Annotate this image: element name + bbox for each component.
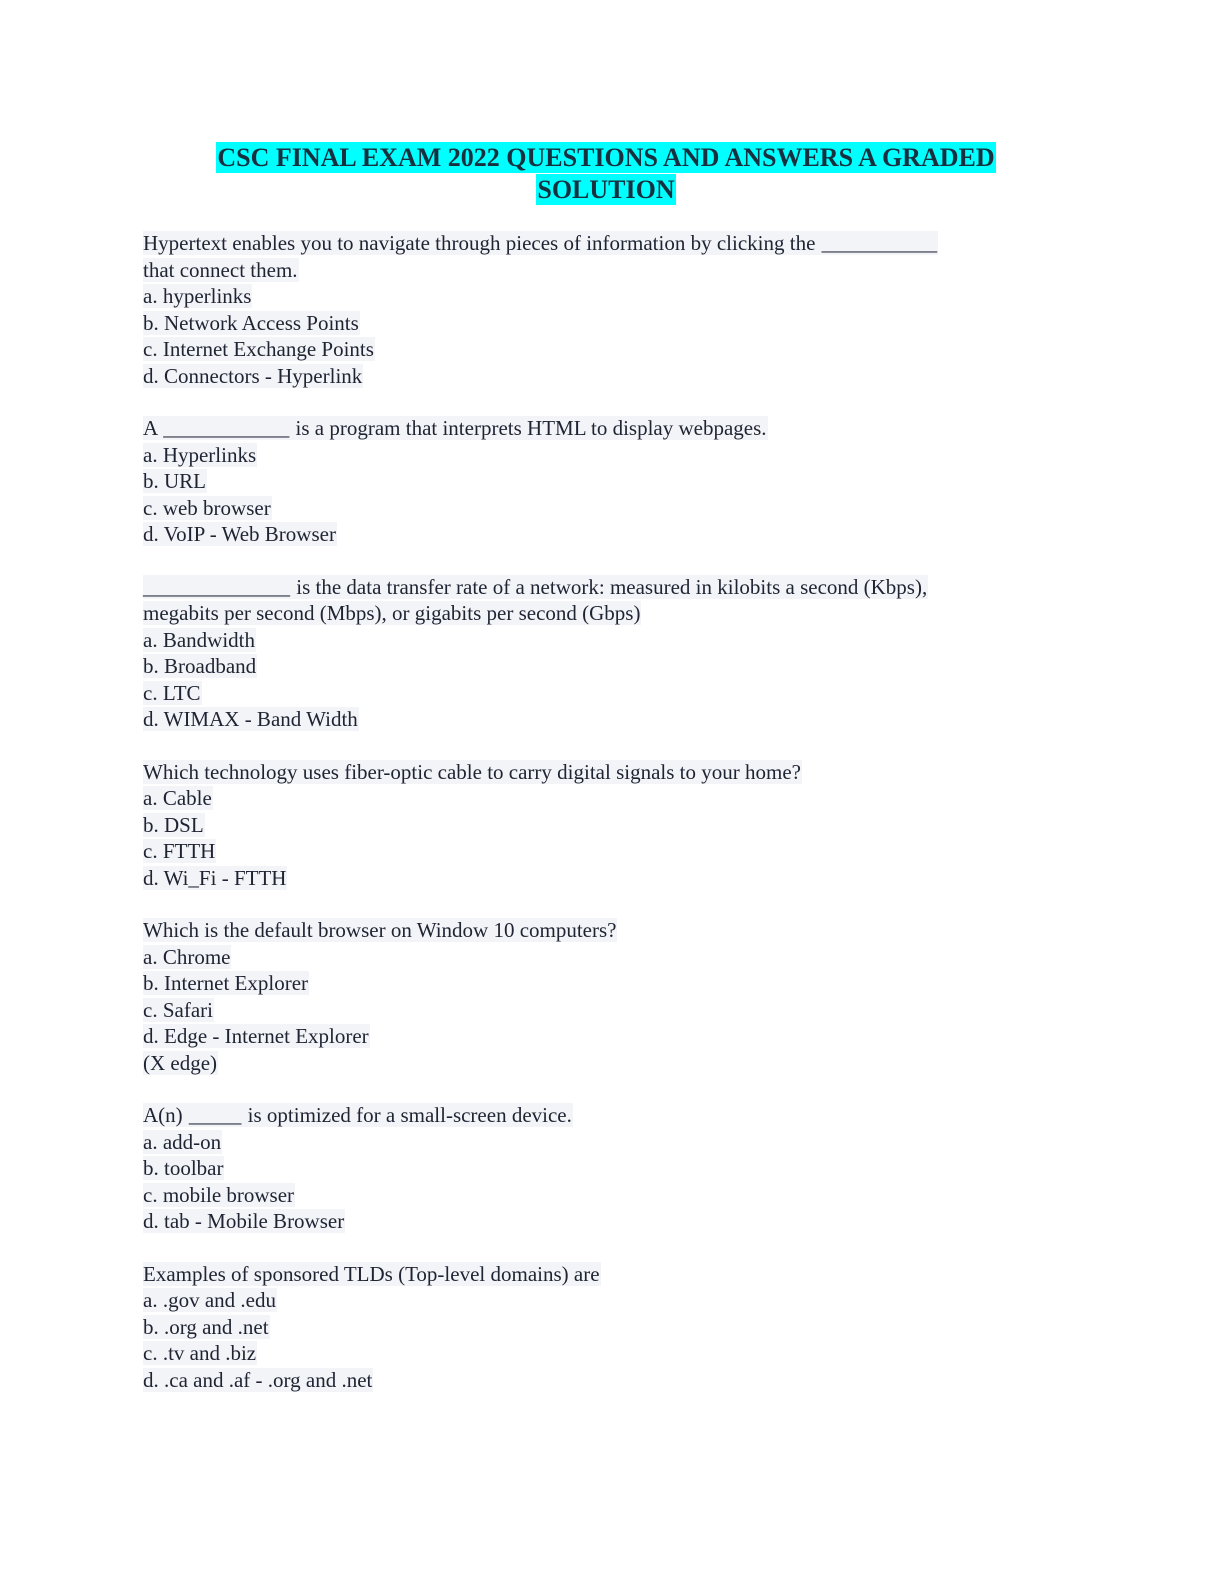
option-text: b. toolbar [143,1156,224,1180]
answer-blank: _____ [188,1103,242,1127]
question-stem [143,1102,1069,1129]
option-text: b. Network Access Points [143,310,359,335]
option-c [143,495,1069,522]
question-stem [143,917,1069,944]
option-d-with-answer [143,706,1069,733]
question-stem-continued [143,257,1069,284]
option-d-with-answer [143,1367,1069,1394]
option-b [143,970,1069,997]
question-3 [143,574,1069,733]
option-text: d. WIMAX - Band Width [143,707,358,731]
stem-text: Examples of sponsored TLDs (Top-level domains) are [143,1261,600,1286]
option-text: d. tab - Mobile Browser [143,1209,345,1233]
option-text: c. FTTH [143,839,216,863]
answer-blank: ____________ [163,416,290,440]
option-text: c. .tv and .biz [143,1341,257,1365]
note-text: (X edge) [143,1050,218,1075]
option-text: d. Wi_Fi - FTTH [143,865,287,890]
option-b [143,1314,1069,1341]
title-line-1: CSC FINAL EXAM 2022 QUESTIONS AND ANSWERS A GRADED [217,143,995,172]
question-stem [143,1261,1069,1288]
answer-blank: ______________ [143,574,290,599]
option-d-with-answer [143,363,1069,390]
question-stem [143,415,1069,442]
option-a [143,283,1069,310]
option-a [143,944,1069,971]
stem-text: A [143,416,163,440]
question-stem [143,230,1069,257]
stem-text: megabits per second (Mbps), or gigabits per second (Gbps) [143,601,641,625]
option-a [143,785,1069,812]
question-4 [143,759,1069,892]
option-a [143,627,1069,654]
option-text: b. URL [143,469,206,493]
stem-text: A(n) [143,1103,188,1127]
option-text: d. Connectors - Hyperlink [143,363,363,388]
option-text: b. DSL [143,812,204,837]
option-text: b. Broadband [143,654,257,678]
option-text: d. Edge - Internet Explorer [143,1024,369,1048]
option-text: d. VoIP - Web Browser [143,522,336,546]
option-text: a. .gov and .edu [143,1288,276,1312]
question-7 [143,1261,1069,1394]
option-text: b. Internet Explorer [143,971,309,995]
question-list [143,230,1069,1419]
question-stem [143,574,1069,601]
option-a [143,1287,1069,1314]
question-6 [143,1102,1069,1235]
stem-text: is optimized for a small-screen device. [242,1103,572,1127]
option-text: a. add-on [143,1129,222,1154]
option-a [143,1129,1069,1156]
option-d-with-answer [143,521,1069,548]
question-2 [143,415,1069,548]
question-stem [143,759,1069,786]
option-text: c. LTC [143,680,201,705]
stem-text: is a program that interprets HTML to display webpages. [290,416,767,440]
question-1 [143,230,1069,389]
option-text: a. Bandwidth [143,627,255,652]
option-b [143,653,1069,680]
answer-blank: ___________ [821,231,938,255]
option-d-with-answer [143,1208,1069,1235]
option-text: c. web browser [143,495,271,520]
stem-text: Which is the default browser on Window 10 computers? [143,918,617,942]
stem-text: that connect them. [143,257,298,282]
option-text: c. Safari [143,997,213,1022]
option-c [143,1182,1069,1209]
answer-note [143,1050,1069,1077]
stem-text: Which technology uses fiber-optic cable to carry digital signals to your home? [143,759,801,784]
option-c [143,1340,1069,1367]
option-c [143,838,1069,865]
document-title [143,142,1069,206]
option-b [143,812,1069,839]
option-text: a. Chrome [143,944,231,969]
question-stem-continued [143,600,1069,627]
stem-text: is the data transfer rate of a network: measured in kilobits a second (Kbps), [291,574,928,599]
option-text: a. hyperlinks [143,284,252,308]
option-text: c. Internet Exchange Points [143,337,374,361]
stem-text: Hypertext enables you to navigate through pieces of information by clicking the [143,231,821,255]
option-d-with-answer [143,865,1069,892]
option-c [143,336,1069,363]
option-b [143,1155,1069,1182]
option-text: a. Hyperlinks [143,442,257,467]
option-text: a. Cable [143,786,212,810]
question-5 [143,917,1069,1076]
option-a [143,442,1069,469]
title-line-2: SOLUTION [537,175,675,204]
option-text: d. .ca and .af - .org and .net [143,1367,373,1392]
option-b [143,310,1069,337]
option-b [143,468,1069,495]
option-text: b. .org and .net [143,1314,269,1339]
option-c [143,680,1069,707]
option-c [143,997,1069,1024]
option-d-with-answer [143,1023,1069,1050]
option-text: c. mobile browser [143,1182,295,1207]
